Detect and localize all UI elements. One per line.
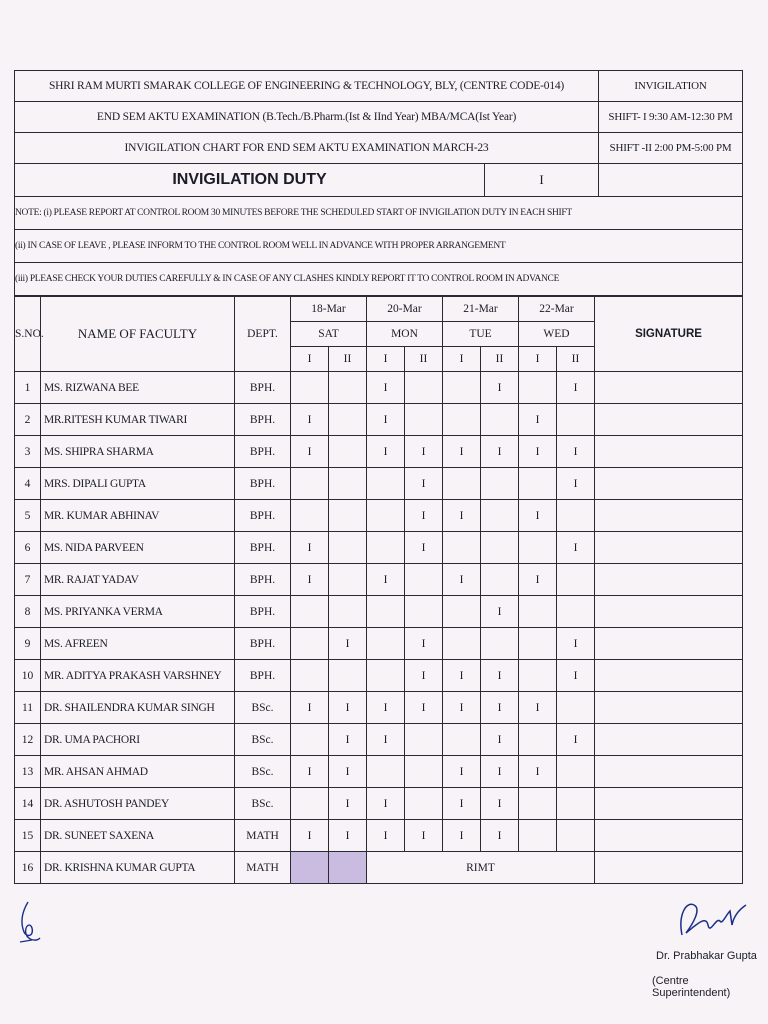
duty-cell: I [291,532,329,564]
duty-cell [481,500,519,532]
row-dept: BSc. [235,756,291,788]
duty-cell: I [405,468,443,500]
duty-cell [291,788,329,820]
row-dept: BPH. [235,436,291,468]
duty-cell [519,724,557,756]
duty-cell: I [329,756,367,788]
row-dept: BPH. [235,372,291,404]
row-dept: BPH. [235,500,291,532]
row-sno: 16 [15,852,41,884]
duty-cell: I [367,564,405,596]
row-sno: 4 [15,468,41,500]
shift-header: I [519,347,557,372]
row-sno: 2 [15,404,41,436]
initials-signature [14,898,44,948]
duty-cell [557,564,595,596]
date-header: 20-Mar [367,297,443,322]
table-row [15,660,743,692]
duty-cell [291,372,329,404]
duty-cell: I [443,564,481,596]
shift-2-time: SHIFT -II 2:00 PM-5:00 PM [599,133,743,164]
table-row [15,436,743,468]
duty-cell [367,596,405,628]
signature-cell [595,532,743,564]
duty-cell: I [443,820,481,852]
duty-mark: I [485,164,599,197]
signature-cell [595,372,743,404]
duty-cell [443,596,481,628]
signature-cell [595,564,743,596]
duty-cell: I [329,628,367,660]
duty-cell [291,468,329,500]
duty-cell [291,500,329,532]
duty-cell: I [329,788,367,820]
row-dept: BPH. [235,628,291,660]
duty-cell [557,500,595,532]
duty-cell-highlighted [291,852,329,884]
shift-header: I [291,347,329,372]
row-dept: MATH [235,820,291,852]
date-header: 22-Mar [519,297,595,322]
duty-cell: I [481,436,519,468]
row-name: MS. PRIYANKA VERMA [41,596,235,628]
day-header: MON [367,322,443,347]
shift-1-time: SHIFT- I 9:30 AM-12:30 PM [599,102,743,133]
duty-cell [367,500,405,532]
duty-cell: I [519,500,557,532]
duty-cell: I [481,788,519,820]
duty-cell: I [367,404,405,436]
duty-cell [519,820,557,852]
duty-cell: I [557,372,595,404]
rimt-note: RIMT [367,852,595,884]
row-dept: BPH. [235,596,291,628]
exam-name: END SEM AKTU EXAMINATION (B.Tech./B.Pharm.(Ist & IInd Year) MBA/MCA(Ist Year) [15,102,599,133]
duty-cell [481,628,519,660]
duty-cell: I [443,692,481,724]
signatory-role: (Centre Superintendent) [652,975,731,999]
duty-cell [519,628,557,660]
signature-cell [595,500,743,532]
name-header: NAME OF FACULTY [41,297,235,372]
duty-cell [443,628,481,660]
duty-title: INVIGILATION DUTY [15,164,485,197]
faculty-rows [15,372,743,852]
dept-header: DEPT. [235,297,291,372]
duty-cell: I [405,500,443,532]
duty-cell: I [481,660,519,692]
table-row [15,500,743,532]
row-name: MR. KUMAR ABHINAV [41,500,235,532]
chart-title: INVIGILATION CHART FOR END SEM AKTU EXAMINATION MARCH-23 [15,133,599,164]
shift-header: II [481,347,519,372]
duty-cell [329,532,367,564]
day-header: WED [519,322,595,347]
duty-cell [519,596,557,628]
signature-cell [595,692,743,724]
signature-cell [595,724,743,756]
duty-cell [405,596,443,628]
duty-cell [329,500,367,532]
table-row [15,692,743,724]
duty-cell: I [443,788,481,820]
row-name: MR. ADITYA PRAKASH VARSHNEY [41,660,235,692]
signatory-name: Dr. Prabhakar Gupta [656,950,757,962]
duty-cell [481,404,519,436]
day-header: TUE [443,322,519,347]
duty-cell: I [291,404,329,436]
duty-cell: I [557,724,595,756]
signature-cell [595,628,743,660]
duty-cell [519,468,557,500]
signature-cell [595,404,743,436]
duty-cell [519,532,557,564]
duty-cell [329,660,367,692]
duty-cell: I [443,500,481,532]
row-name: MS. RIZWANA BEE [41,372,235,404]
duty-cell [557,756,595,788]
signature-header: SIGNATURE [595,297,743,372]
duty-cell: I [367,788,405,820]
duty-cell [443,724,481,756]
duty-cell [557,404,595,436]
duty-cell: I [519,436,557,468]
duty-cell [329,436,367,468]
duty-cell [443,532,481,564]
row-dept: BPH. [235,468,291,500]
row-sno: 7 [15,564,41,596]
duty-cell: I [557,468,595,500]
row-dept: BPH. [235,532,291,564]
row-name: DR. UMA PACHORI [41,724,235,756]
duty-cell [291,628,329,660]
duty-cell [405,724,443,756]
signature-cell [595,660,743,692]
row-sno: 10 [15,660,41,692]
signature-cell [595,596,743,628]
row-name: MS. NIDA PARVEEN [41,532,235,564]
row-sno: 14 [15,788,41,820]
row-sno: 5 [15,500,41,532]
duty-cell: I [291,692,329,724]
duty-cell: I [329,724,367,756]
duty-cell-highlighted [329,852,367,884]
signature-cell [595,852,743,884]
duty-cell [291,596,329,628]
duty-cell: I [291,756,329,788]
table-row [15,468,743,500]
duty-cell [367,628,405,660]
signature-cell [595,788,743,820]
signature-cell [595,436,743,468]
duty-cell: I [367,820,405,852]
table-row [15,756,743,788]
duty-cell: I [329,820,367,852]
duty-cell: I [405,820,443,852]
duty-cell: I [405,660,443,692]
shift-header: II [405,347,443,372]
shift-header: I [367,347,405,372]
duty-cell: I [481,372,519,404]
duty-cell [443,372,481,404]
row-name: DR. SUNEET SAXENA [41,820,235,852]
duty-cell [367,532,405,564]
note-1: NOTE: (i) PLEASE REPORT AT CONTROL ROOM 30 MINUTES BEFORE THE SCHEDULED START OF INVIGILATION DUTY IN EACH SHIFT [15,197,743,230]
duty-cell: I [481,724,519,756]
table-row [15,628,743,660]
duty-cell [367,756,405,788]
duty-cell: I [519,756,557,788]
superintendent-signature [672,895,752,950]
duty-cell [557,596,595,628]
duty-cell: I [481,756,519,788]
row-name: MR. AHSAN AHMAD [41,756,235,788]
row-dept: BPH. [235,564,291,596]
duty-cell [481,532,519,564]
duty-cell [367,468,405,500]
row-sno: 1 [15,372,41,404]
duty-table [14,296,743,884]
duty-blank [599,164,743,197]
college-name: SHRI RAM MURTI SMARAK COLLEGE OF ENGINEERING & TECHNOLOGY, BLY, (CENTRE CODE-014) [15,71,599,102]
duty-cell [443,468,481,500]
row-sno: 8 [15,596,41,628]
duty-cell: I [481,596,519,628]
row-name: DR. ASHUTOSH PANDEY [41,788,235,820]
duty-cell: I [329,692,367,724]
table-row [15,724,743,756]
row-name: MS. AFREEN [41,628,235,660]
row-sno: 11 [15,692,41,724]
table-row [15,564,743,596]
duty-cell [557,692,595,724]
duty-cell [329,468,367,500]
table-row [15,532,743,564]
row-sno: 12 [15,724,41,756]
duty-cell [519,372,557,404]
row-dept: BSc. [235,724,291,756]
duty-cell: I [557,628,595,660]
row-sno: 9 [15,628,41,660]
duty-cell [291,724,329,756]
signature-cell [595,756,743,788]
table-row [15,788,743,820]
row-sno: 15 [15,820,41,852]
duty-cell [291,660,329,692]
duty-cell: I [405,692,443,724]
date-header: 18-Mar [291,297,367,322]
duty-cell: I [291,820,329,852]
duty-cell [329,564,367,596]
sno-header: S.NO. [15,297,41,372]
row-name: DR. KRISHNA KUMAR GUPTA [41,852,235,884]
duty-cell [481,468,519,500]
table-row [15,372,743,404]
row-dept: BSc. [235,692,291,724]
table-row [15,852,743,884]
row-sno: 3 [15,436,41,468]
row-dept: BPH. [235,404,291,436]
table-row [15,820,743,852]
header-table [14,70,743,296]
note-2: (ii) IN CASE OF LEAVE , PLEASE INFORM TO THE CONTROL ROOM WELL IN ADVANCE WITH PROPER ARRANGEMENT [15,230,743,263]
row-sno: 13 [15,756,41,788]
duty-cell: I [367,692,405,724]
duty-cell: I [519,692,557,724]
invigilation-sheet [14,70,742,884]
day-header: SAT [291,322,367,347]
duty-cell: I [519,564,557,596]
duty-cell [405,564,443,596]
table-row [15,404,743,436]
duty-cell: I [443,756,481,788]
row-name: MR. RAJAT YADAV [41,564,235,596]
row-dept: BSc. [235,788,291,820]
row-sno: 6 [15,532,41,564]
duty-cell [519,788,557,820]
duty-cell [405,756,443,788]
shift-header: II [557,347,595,372]
duty-cell [481,564,519,596]
duty-cell [329,404,367,436]
duty-cell: I [367,436,405,468]
note-3: (iii) PLEASE CHECK YOUR DUTIES CAREFULLY & IN CASE OF ANY CLASHES KINDLY REPORT IT TO CONTROL ROOM IN ADVANCE [15,263,743,296]
row-name: DR. SHAILENDRA KUMAR SINGH [41,692,235,724]
row-dept: BPH. [235,660,291,692]
duty-cell: I [557,532,595,564]
duty-cell [367,660,405,692]
row-name: MR.RITESH KUMAR TIWARI [41,404,235,436]
duty-cell [329,596,367,628]
duty-cell: I [367,724,405,756]
duty-cell [405,404,443,436]
row-name: MS. SHIPRA SHARMA [41,436,235,468]
duty-cell: I [405,628,443,660]
duty-cell: I [519,404,557,436]
duty-cell [329,372,367,404]
duty-cell: I [481,692,519,724]
shift-header: I [443,347,481,372]
side-title: INVIGILATION [599,71,743,102]
duty-cell: I [367,372,405,404]
table-row [15,596,743,628]
duty-cell [443,404,481,436]
duty-cell [557,788,595,820]
duty-cell: I [291,436,329,468]
duty-cell: I [405,436,443,468]
row-dept: MATH [235,852,291,884]
duty-cell: I [557,436,595,468]
shift-header: II [329,347,367,372]
duty-cell: I [443,660,481,692]
duty-cell: I [557,660,595,692]
duty-cell: I [443,436,481,468]
duty-cell [405,372,443,404]
duty-cell: I [291,564,329,596]
duty-cell: I [481,820,519,852]
row-name: MRS. DIPALI GUPTA [41,468,235,500]
duty-cell: I [405,532,443,564]
date-header: 21-Mar [443,297,519,322]
duty-cell [557,820,595,852]
duty-cell [519,660,557,692]
duty-cell [405,788,443,820]
signature-cell [595,820,743,852]
signature-cell [595,468,743,500]
